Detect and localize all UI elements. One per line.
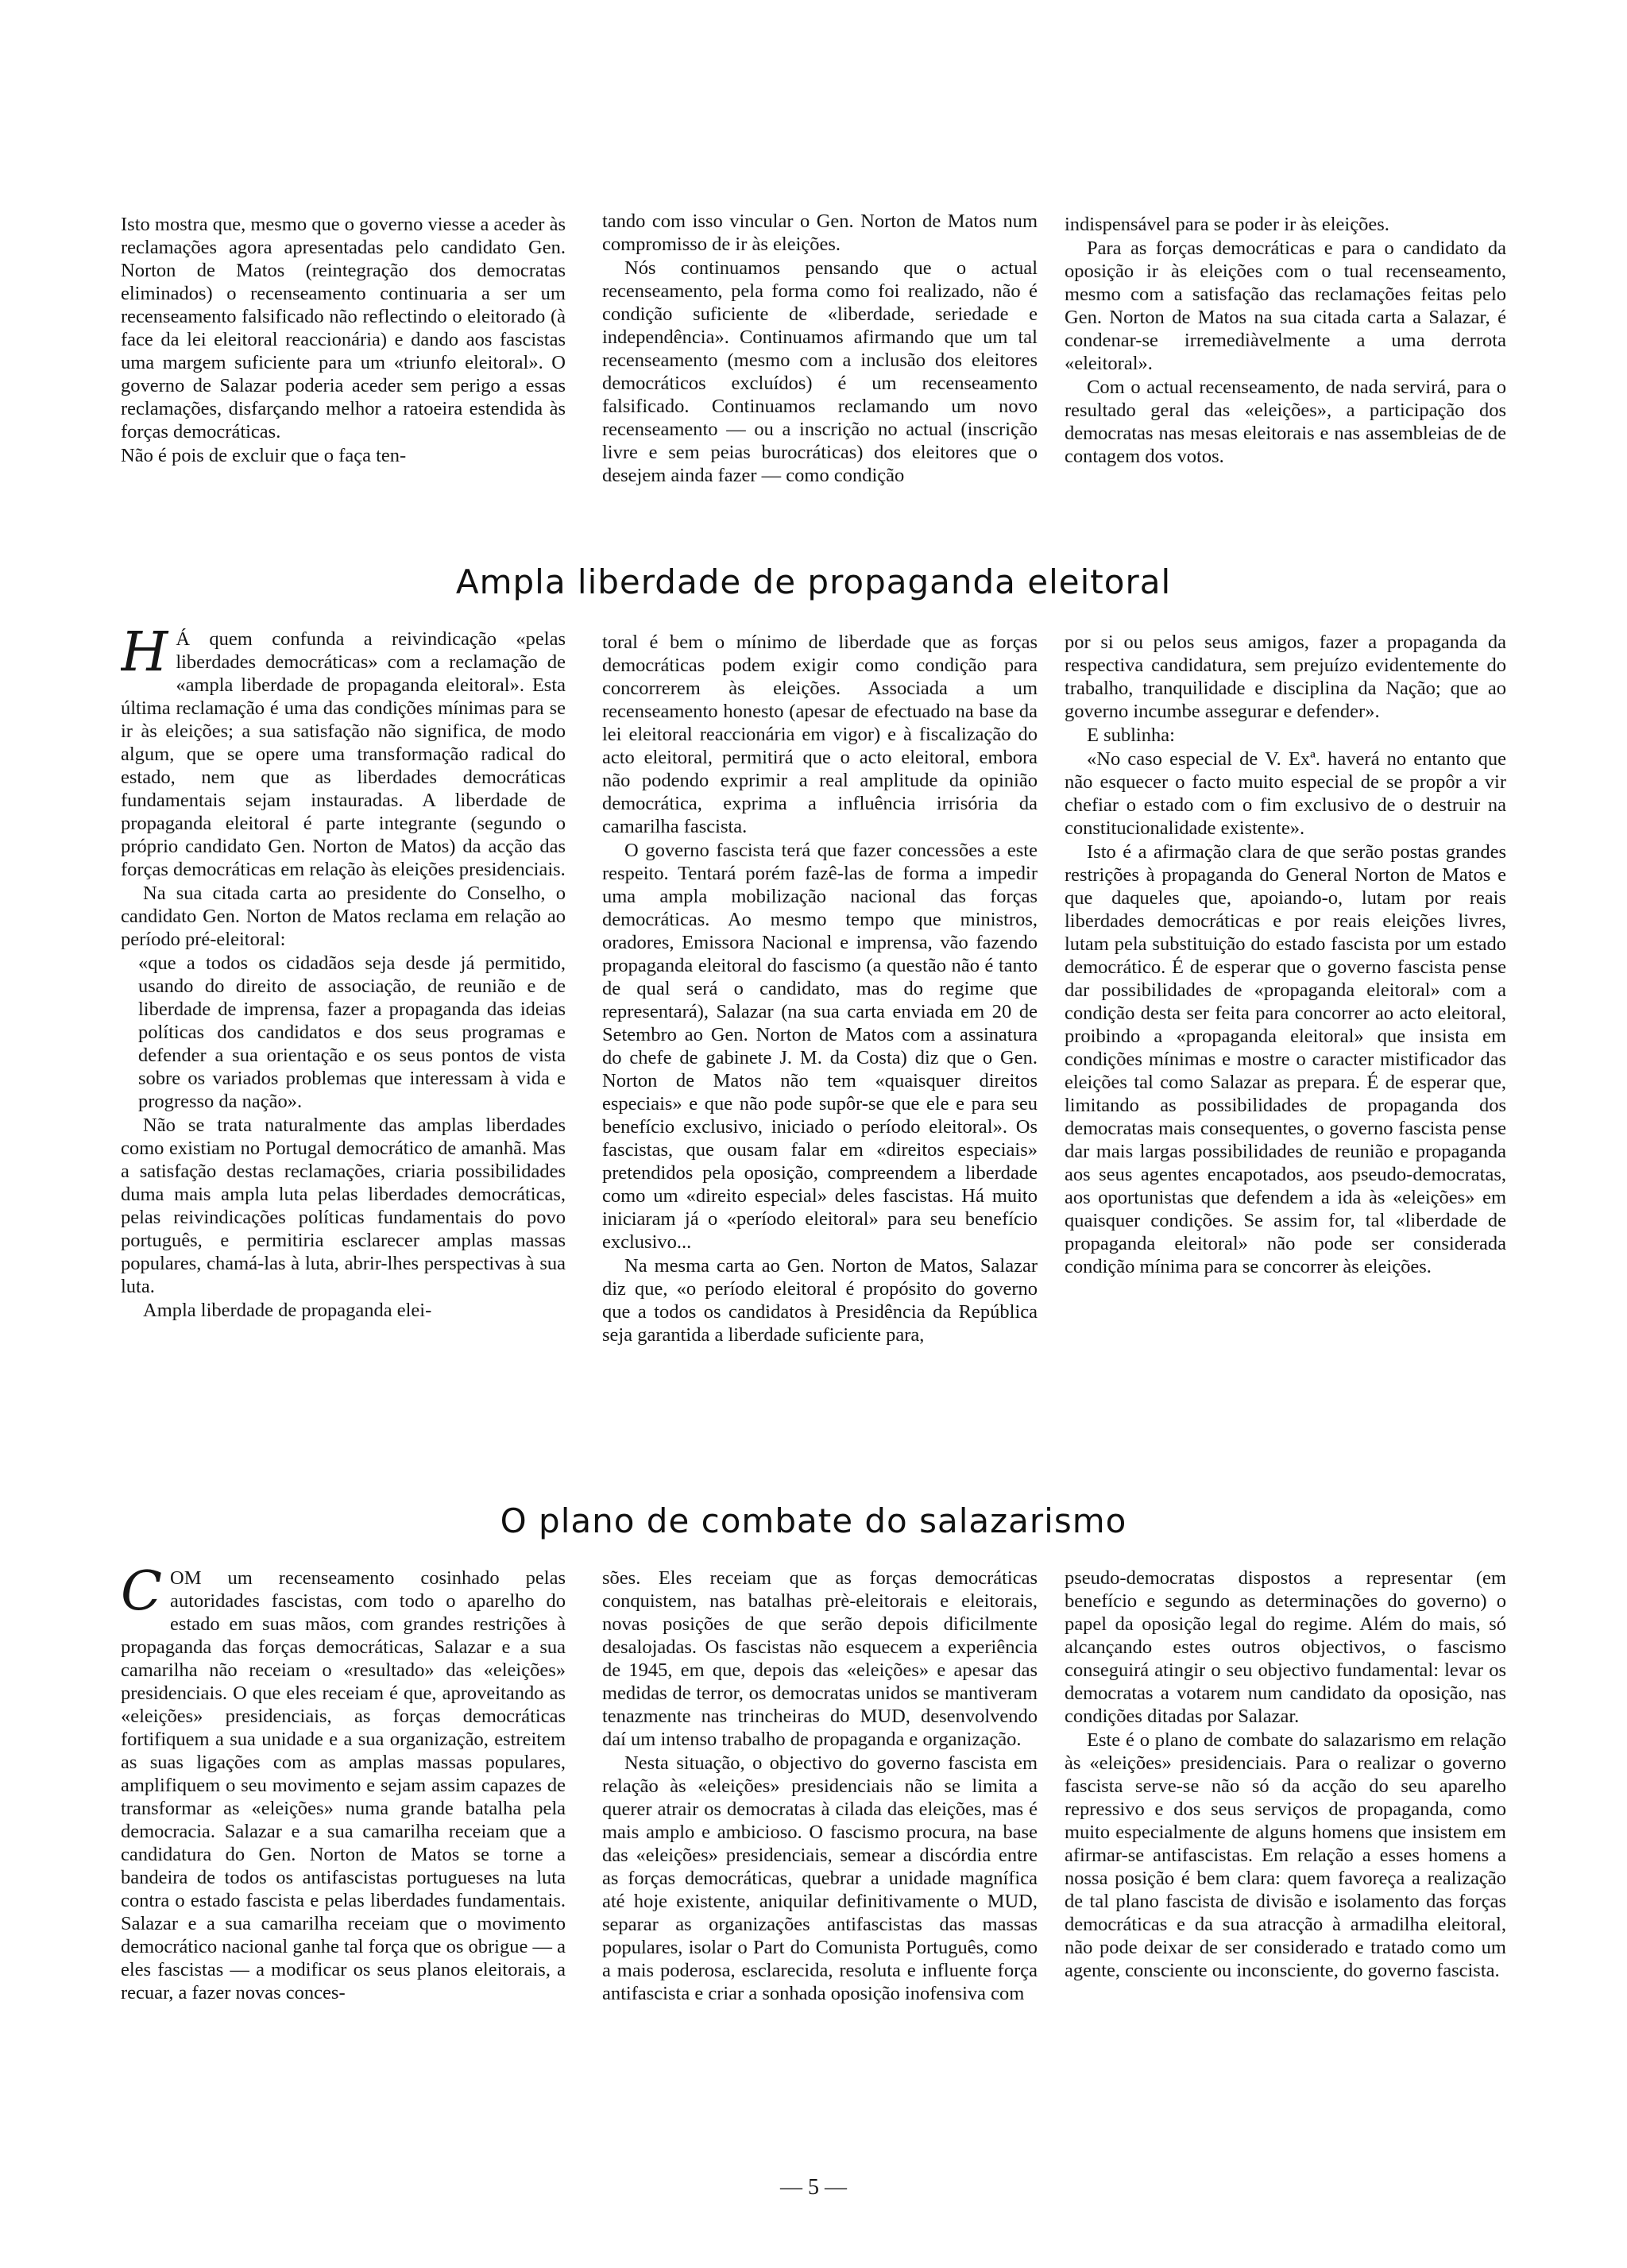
section3-column-3: [1065, 1567, 1506, 2123]
section1-column-3: [1065, 213, 1506, 532]
drop-cap: H: [121, 628, 168, 684]
drop-cap: C: [121, 1567, 163, 1623]
paragraph: Para as forças democráticas e para o candidato da oposição ir às eleições com o tual recenseamento, mesmo com a satisfação das reclamações feitas pelo Gen. Norton de Matos na sua citada carta a Salazar, é condenar-se irremediàvelmente a uma derrota «eleitoral».: [1065, 238, 1506, 374]
paragraph: Não se trata naturalmente das amplas liberdades como existiam no Portugal democrático de amanhã. Mas a satisfação destas reclamações, criaria possibilidades duma mais ampla luta pelas liberdades democráticas, pelas reivindicações políticas fundamentais do povo português, e permitiria esclarecer amplas massas populares, chamá-las à luta, abrir-lhes perspectivas à sua luta.: [121, 1115, 566, 1297]
paragraph: tando com isso vincular o Gen. Norton de Matos num compromisso de ir às eleições.: [602, 211, 1038, 255]
paragraph: indispensável para se poder ir às eleições.: [1065, 214, 1389, 235]
paragraph: OM um recenseamento cosinhado pelas autoridades fascistas, com todo o aparelho do estado em suas mãos, com grandes restrições à propaganda das forças democráticas, Salazar e a sua camarilha não receiam o «resultado» das «eleições» presidenciais. O que eles receiam é que, aproveitando as «eleições» presidenciais, as forças democráticas fortifiquem a sua unidade e a sua organização, estreitem as suas ligações com as amplas massas populares, amplifiquem o seu movimento e sejam assim capazes de transformar as «eleições» numa grande batalha pela democracia. Salazar e a sua camarilha receiam que a candidatura do Gen. Norton de Matos se torne a bandeira de todos os antifascistas portugueses na luta contra o estado fascista e pelas liberdades fundamentais. Salazar e a sua camarilha receiam que o movimento democrático nacional ganhe tal força que os obrigue — a eles fascistas — a modificar os seus planos eleitorais, a recuar, a fazer novas conces-: [121, 1567, 566, 2003]
paragraph: Isto é a afirmação clara de que serão postas grandes restrições à propaganda do General Norton de Matos e que daqueles que, apoiando-o, lutam por reais liberdades democráticas e por reais eleições livres, lutam pela substituição do estado fascista por um estado democrático. É de esperar que o governo fascista pense dar possibilidades de «propaganda eleitoral» com a condição desta ser feita para concorrer ao acto eleitoral, proibindo a «propaganda eleitoral» que insista em condições mínimas e mostre o caracter mistificador das eleições tal como Salazar as prepara. É de esperar que, limitando as possibilidades de propaganda dos democratas mais consequentes, o governo fascista pense dar mais largas possibilidades de reunião e propaganda aos seus agentes encapotados, aos pseudo-democratas, aos oportunistas que defendem a ida às «eleições» em quaisquer condições. Se assim for, tal «liberdade de propaganda eleitoral» não pode ser considerada condição mínima para se concorrer às eleições.: [1065, 841, 1506, 1277]
paragraph: pseudo-democratas dispostos a representar (em benefício e segundo as determinações do governo) o papel da oposição legal do regime. Além do mais, só alcançando estes outros objectivos, o fascismo conseguirá atingir o seu objectivo fundamental: levar os democratas a votarem num candidato da oposição, nas condições ditadas por Salazar.: [1065, 1567, 1506, 1727]
paragraph: Isto mostra que, mesmo que o governo viesse a aceder às reclamações agora apresentadas pelo candidato Gen. Norton de Matos (reintegração dos democratas eliminados) o recenseamento continuaria a ser um recenseamento falsificado não reflectindo o eleitorado (à face da lei eleitoral reaccionária) e dando aos fascistas uma margem suficiente para um «triunfo eleitoral». O governo de Salazar poderia aceder sem perigo a essas reclamações, disfarçando melhor a ratoeira estendida às forças democráticas.: [121, 214, 566, 442]
section3-column-2: [602, 1567, 1038, 2123]
paragraph: Na sua citada carta ao presidente do Conselho, o candidato Gen. Norton de Matos reclama em relação ao período pré-eleitoral:: [121, 883, 566, 950]
section2-column-1: [121, 628, 566, 1466]
section-heading-plano: O plano de combate do salazarismo: [500, 1501, 1127, 1540]
quote-paragraph: «que a todos os cidadãos seja desde já permitido, usando do direito de associação, de reunião e de liberdade de imprensa, fazer a propaganda das ideias políticas dos candidatos e dos seus programas e defender a sua orientação e os seus pontos de vista sobre os variados problemas que interessam à vida e progresso da nação».: [138, 952, 566, 1112]
paragraph: «No caso especial de V. Exª. haverá no entanto que não esquecer o facto muito especial de se propôr a vir chefiar o estado com o fim exclusivo de o destruir na constitucionalidade existente».: [1065, 748, 1506, 839]
section1-column-2: [602, 210, 1038, 532]
paragraph: Não é pois de excluir que o faça ten-: [121, 445, 407, 466]
paragraph: Á quem confunda a reivindicação «pelas liberdades democráticas» com a reclamação de «ampla liberdade de propaganda eleitoral». Esta última reclamação é uma das condições mínimas para se ir às eleições; a sua satisfação não significa, de modo algum, que se opere uma transformação radical do estado, nem que as liberdades democráticas fundamentais sejam instauradas. A liberdade de propaganda eleitoral é parte integrante (segundo o próprio candidato Gen. Norton de Matos) da acção das forças democráticas em relação às eleições presidenciais.: [121, 628, 566, 880]
paragraph: sões. Eles receiam que as forças democráticas conquistem, nas batalhas prè-eleitorais e eleitorais, novas posições de que serão depois dificilmente desalojadas. Os fascistas não esquecem a experiência de 1945, em que, depois das «eleições» e apesar das medidas de terror, os democratas unidos se mantiveram tenazmente nas trincheiras do MUD, desenvolvendo daí um intenso trabalho de propaganda e organização.: [602, 1567, 1038, 1750]
section3-column-1: [121, 1567, 566, 2123]
paragraph: Este é o plano de combate do salazarismo em relação às «eleições» presidenciais. Para o realizar o governo fascista serve-se não só da acção do seu aparelho repressivo e dos seus serviços de propaganda, como muito especialmente de alguns homens que insistem em afirmar-se antifascistas. Em relação a esses homens a nossa posição é bem clara: quem favoreça a realização de tal plano fascista de divisão e isolamento das forças democráticas e da sua atracção à armadilha eleitoral, não pode deixar de ser considerado e tratado como um agente, consciente ou inconsciente, do governo fascista.: [1065, 1729, 1506, 1981]
paragraph: Na mesma carta ao Gen. Norton de Matos, Salazar diz que, «o período eleitoral é propósito do governo que a todos os candidatos à Presidência da República seja garantida a liberdade suficiente para,: [602, 1255, 1038, 1346]
paragraph: E sublinha:: [1087, 724, 1175, 746]
paragraph: por si ou pelos seus amigos, fazer a propaganda da respectiva candidatura, sem prejuízo evidentemente do trabalho, tranquilidade e disciplina da Nação; que ao governo incumbe assegurar e defender».: [1065, 632, 1506, 722]
section2-column-2: [602, 631, 1038, 1466]
paragraph: Nós continuamos pensando que o actual recenseamento, pela forma como foi realizado, não é condição suficiente de «liberdade, seriedade e independência». Continuamos afirmando que um tal recenseamento (mesmo com a inclusão dos eleitores democráticos excluídos) é um recenseamento falsificado. Continuamos reclamando um novo recenseamento — ou a inscrição no actual (inscrição livre e sem peias burocráticas) dos eleitores que o desejem ainda fazer — como condição: [602, 257, 1038, 486]
section1-column-1: [121, 213, 566, 532]
paragraph: toral é bem o mínimo de liberdade que as forças democráticas podem exigir como condição para concorrerem às eleições. Associada a um recenseamento honesto (apesar de efectuado na base da lei eleitoral reaccionária em vigor) e à fiscalização do acto eleitoral, permitirá que o acto eleitoral, embora não podendo exprimir a real amplitude da opinião democrática, exprima a influência irrisória da camarilha fascista.: [602, 632, 1038, 837]
section2-column-3: [1065, 631, 1506, 1466]
paragraph: Nesta situação, o objectivo do governo fascista em relação às «eleições» presidenciais não se limita a querer atrair os democratas à cilada das eleições, mas é mais amplo e ambicioso. O fascismo procura, na base das «eleições» presidenciais, semear a discórdia entre as forças democráticas, quebrar a unidade magnífica até hoje existente, aniquilar definitivamente o MUD, separar as organizações antifascistas das massas populares, isolar o Part do Comunista Português, como a mais poderosa, esclarecida, resoluta e influente força antifascista e criar a sonhada oposição inofensiva com: [602, 1752, 1038, 2004]
paragraph: Ampla liberdade de propaganda elei-: [143, 1300, 432, 1321]
section-heading-propaganda: Ampla liberdade de propaganda eleitoral: [455, 562, 1172, 601]
page-number: — 5 —: [780, 2175, 847, 2200]
paragraph: Com o actual recenseamento, de nada servirá, para o resultado geral das «eleições», a participação dos democratas nas mesas eleitorais e nas assembleias de de contagem dos votos.: [1065, 377, 1506, 467]
paragraph: O governo fascista terá que fazer concessões a este respeito. Tentará porém fazê-las de forma a impedir uma ampla mobilização nacional das forças democráticas. Ao mesmo tempo que ministros, oradores, Emissora Nacional e imprensa, vão fazendo propaganda eleitoral do fascismo (a questão não é tanto de qual será o candidato, mas do regime que representará), Salazar (na sua carta enviada em 20 de Setembro ao Gen. Norton de Matos com a assinatura do chefe de gabinete J. M. da Costa) diz que o Gen. Norton de Matos não tem «quaisquer direitos especiais» e que não pode supôr-se que ele e para seu benefício exclusivo, iniciado o período eleitoral». Os fascistas, que ousam falar em «direitos especiais» pretendidos pela oposição, compreendem a liberdade como um «direito especial» deles fascistas. Há muito iniciaram já o «período eleitoral» para seu benefício exclusivo...: [602, 840, 1038, 1253]
